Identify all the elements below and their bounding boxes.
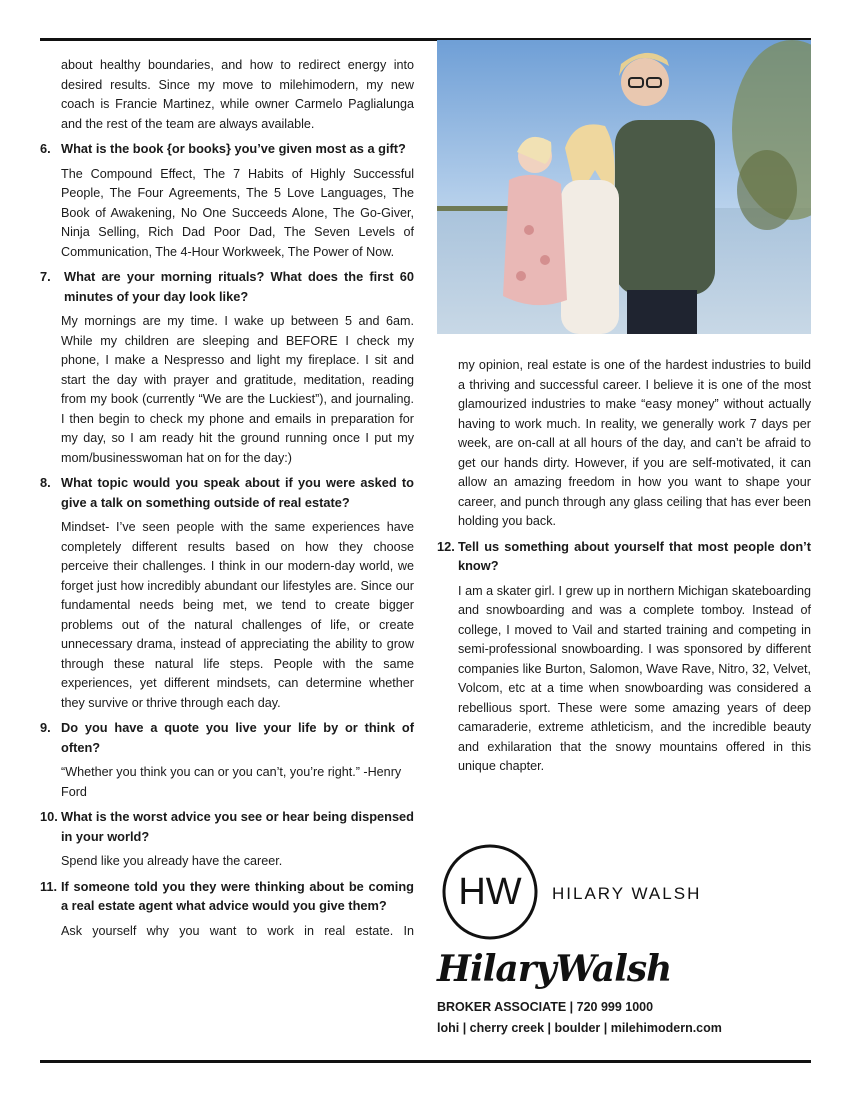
question-text: What is the book {or books} you’ve given most as a gift?: [61, 141, 406, 156]
answer-6: The Compound Effect, The 7 Habits of Highly Successful People, The Four Agreements, The 5 Love Languages, The Book of Awakening, No One Succeeds Alone, The Go-Giver, Ninja Selling, Rich Dad Poor Dad, The Seven Levels of Communication, The 4-Hour Workweek, The Power of Now.: [61, 166, 414, 259]
signature: HilaryWalsh: [437, 948, 672, 990]
question-text: Do you have a quote you live your life by or think of often?: [61, 720, 414, 755]
question-text: Tell us something about yourself that most people don’t know?: [458, 538, 811, 573]
answer-11-continued: my opinion, real estate is one of the hardest industries to build a thriving and successful career. I believe it is one of the most glamourized industries to make “easy money” without actually having to work much. In reality, we generally work 7 days per week, are on-call at all hours of the day, and can’t be afraid to get our hands dirty. However, if you are self-motivated, it can allow an amazing freedom in how you want to shape your career, and punch through any glass ceiling that has ever been holding you back.: [458, 358, 811, 528]
bottom-rule: [40, 1060, 811, 1063]
question-11: [40, 877, 414, 916]
question-text: If someone told you they were thinking about be coming a real estate agent what advice would you give them?: [61, 878, 414, 913]
question-number: 8.: [40, 475, 51, 490]
question-8: [40, 473, 414, 512]
question-text: What is the worst advice you see or hear being dispensed in your world?: [61, 809, 414, 844]
answer-11: Ask yourself why you want to work in real estate. In: [61, 923, 414, 938]
monogram-logo: [440, 842, 540, 942]
question-text: What are your morning rituals? What does the first 60 minutes of your day look like?: [64, 269, 414, 304]
question-number: 12.: [437, 538, 455, 554]
monogram-text: HW: [458, 871, 522, 913]
question-12: [437, 537, 811, 576]
contact-line-2: lohi | cherry creek | boulder | milehimodern.com: [437, 1021, 722, 1035]
question-10: [40, 807, 414, 846]
answer-8: Mindset- I’ve seen people with the same experiences have completely different results based on how they choose perceive their challenges. I think in our modern-day world, we forget just how incredibly abundant our lifestyles are. Since our fundamental needs being met, we tend to create bigger problems out of the natural challenges of life, or create unnecessary drama, instead of appreciating the ability to grow through these natural life steps. People with the same experiences, yet different mindsets, can determine whether they survive or thrive through each day.: [61, 520, 414, 710]
answer-10: Spend like you already have the career.: [61, 854, 283, 868]
question-text: What topic would you speak about if you were asked to give a talk on something outside of real estate?: [61, 475, 414, 510]
intro-paragraph: about healthy boundaries, and how to redirect energy into desired results. Since my move to milehimodern, my new coach is Francie Martinez, while owner Carmelo Paglialunga and the rest of the team are always available.: [61, 58, 414, 131]
brand-logo: [440, 842, 810, 942]
question-number: 10.: [40, 809, 58, 824]
answer-12: I am a skater girl. I grew up in northern Michigan skateboarding and snowboarding and was a complete tomboy. Instead of college, I moved to Vail and started training and competing in semi-professional snowboarding. I was sponsored by different companies like Burton, Salomon, Wave Rave, Nitro, 32, Velvet, Volcom, etc at a time when snowboarding was considered a rebellious sport. These were some amazing years of deep camaraderie, extreme athleticism, and the incredible beauty and exhilaration that the snowy mountains offered in this unique chapter.: [458, 583, 811, 773]
right-column: [437, 356, 811, 777]
question-7: [40, 267, 414, 306]
answer-7: My mornings are my time. I wake up between 5 and 6am. While my children are sleeping and BEFORE I check my phone, I make a Nespresso and light my fireplace. I sit and start the day with prayer and gratitude, meditation, reading from my book (currently “We are the Luckiest”), and journaling. I then begin to check my phone and emails in preparation for my day, so I am ready hit the ground running once I put my mom/businesswoman hat on for the day:): [61, 314, 414, 465]
left-column: [40, 56, 414, 941]
answer-9: “Whether you think you can or you can’t, you’re right.” -Henry Ford: [61, 765, 402, 799]
question-9: [40, 718, 414, 757]
family-photo: [437, 40, 811, 334]
question-number: 6.: [40, 141, 51, 156]
brand-name: HILARY WALSH: [552, 884, 702, 903]
contact-line-1: BROKER ASSOCIATE | 720 999 1000: [437, 1000, 654, 1014]
question-6: [40, 139, 414, 159]
question-number: 11.: [40, 878, 58, 894]
question-number: 9.: [40, 720, 51, 735]
question-number: 7.: [40, 269, 51, 284]
